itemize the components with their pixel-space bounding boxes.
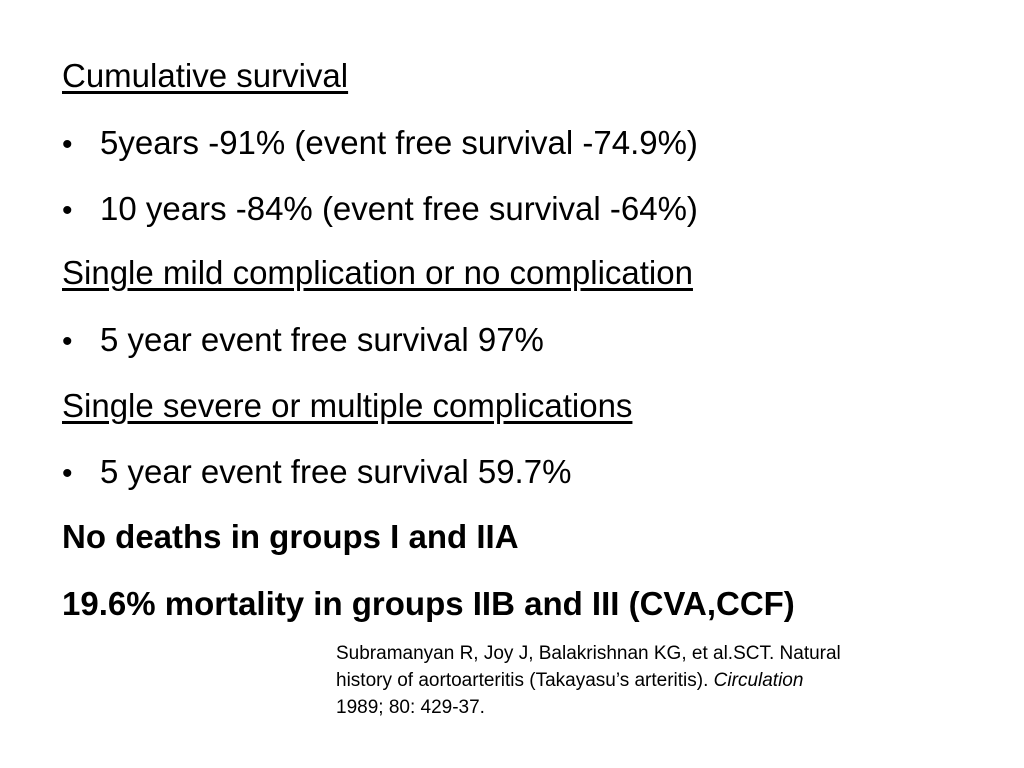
bullet-item-10-years: [62, 189, 698, 231]
citation-line-2: [336, 667, 976, 694]
bullet-icon: •: [62, 194, 73, 227]
citation-line-3: 1989; 80: 429-37.: [336, 697, 485, 718]
bullet-item-severe-survival: [62, 452, 571, 494]
citation-line-1: Subramanyan R, Joy J, Balakrishnan KG, et al.SCT. Natural: [336, 643, 841, 664]
heading-cumulative-survival: Cumulative survival: [62, 57, 349, 94]
bullet-text: 10 years -84% (event free survival -64%): [100, 190, 698, 227]
citation-journal: Circulation: [713, 670, 804, 691]
bullet-item-5-years: [62, 123, 698, 165]
bullet-icon: •: [62, 128, 73, 161]
bullet-icon: •: [62, 457, 73, 490]
heading-single-severe: Single severe or multiple complications: [62, 387, 633, 424]
citation: [336, 640, 976, 721]
statement-mortality: 19.6% mortality in groups IIB and III (CVA,CCF): [62, 585, 795, 622]
bullet-text: 5 year event free survival 59.7%: [100, 453, 572, 490]
bullet-icon: •: [62, 325, 73, 358]
bullet-item-mild-survival: [62, 320, 544, 362]
statement-no-deaths: No deaths in groups I and IIA: [62, 518, 519, 555]
bullet-text: 5years -91% (event free survival -74.9%): [100, 124, 698, 161]
heading-single-mild: Single mild complication or no complication: [62, 254, 693, 291]
bullet-text: 5 year event free survival 97%: [100, 321, 544, 358]
citation-title-text: history of aortoarteritis (Takayasu’s arteritis).: [336, 670, 714, 691]
